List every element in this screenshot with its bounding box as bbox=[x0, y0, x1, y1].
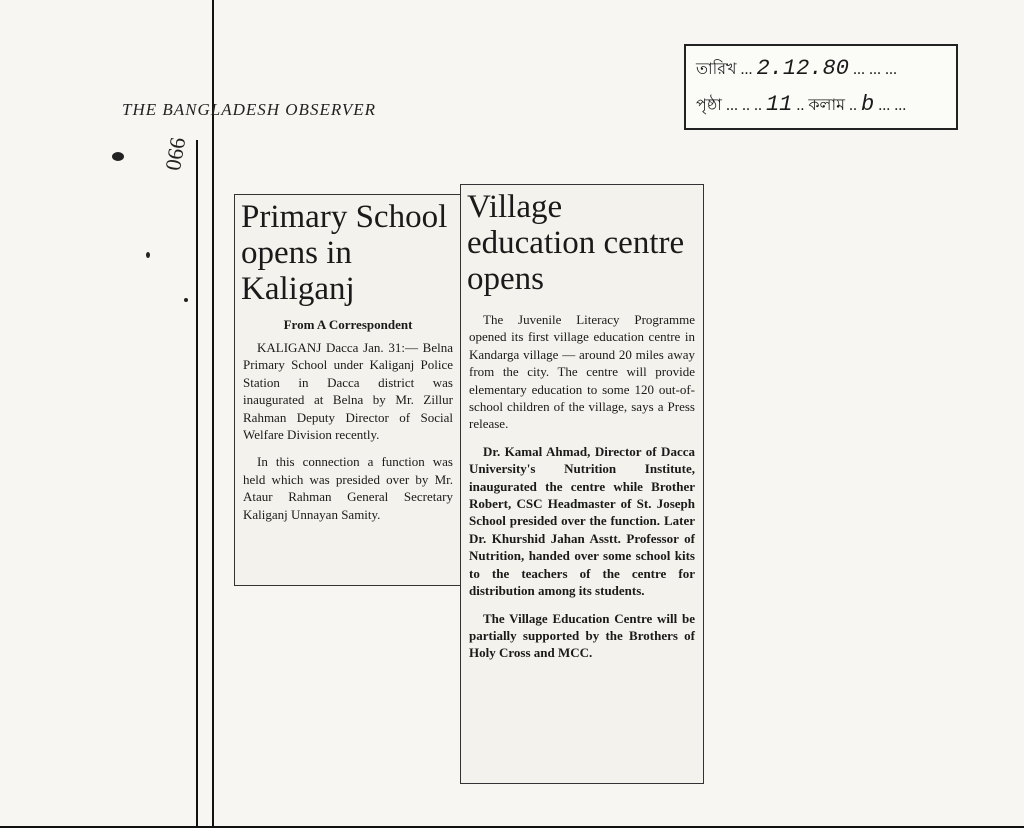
stamp-page-value: 11 bbox=[765, 92, 793, 117]
headline: Village education centre opens bbox=[467, 189, 685, 297]
paragraph: The Village Education Centre will be partially supported by the Brothers of Holy Cross and MCC. bbox=[469, 610, 695, 661]
stamp-page-label: পৃষ্ঠা bbox=[696, 97, 722, 114]
byline: From A Correspondent bbox=[283, 317, 413, 332]
stamp-date-label: তারিখ bbox=[696, 61, 737, 78]
stamp-column-label: কলাম bbox=[808, 97, 845, 114]
ink-blot bbox=[146, 252, 150, 258]
left-edge-line bbox=[196, 140, 198, 828]
paragraph: The Juvenile Literacy Programme opened its first village education centre in Kandarga village — around 20 miles away from the city. The centre will provide elementary education to some 120 out-of-school children of the village, says a Press release. bbox=[469, 312, 695, 432]
headline: Primary School opens in Kaliganj bbox=[241, 199, 448, 307]
paragraph: In this connection a function was held which was presided over by Mr. Ataur Rahman General Secretary Kaliganj Unnayan Samity. bbox=[243, 454, 453, 522]
paragraph: KALIGANJ Dacca Jan. 31:— Belna Primary School under Kaliganj Police Station in Dacca district was inaugurated at Belna by Mr. Zillur Rahman Deputy Director of Social Welfare Division recently. bbox=[243, 340, 453, 443]
ink-blot bbox=[184, 298, 188, 302]
article-body bbox=[235, 339, 461, 523]
stamp-column-value: b bbox=[860, 92, 875, 117]
ink-blot bbox=[112, 152, 124, 161]
news-clipping-primary-school bbox=[234, 194, 462, 586]
stamp-date-value: 2.12.80 bbox=[756, 56, 849, 81]
paragraph: Dr. Kamal Ahmad, Director of Dacca University's Nutrition Institute, inaugurated the centre while Brother Robert, CSC Headmaster of St. Joseph School presided over the function. Later Dr. Khurshid Jahan Asstt. Professor of Nutrition, handed over some school kits to the teachers of the centre for distribution among its students. bbox=[469, 443, 695, 599]
binding-line bbox=[212, 0, 214, 828]
stamp-page-row: পৃষ্ঠা ... .. .. 11 .. কলাম .. b ... ... bbox=[696, 92, 907, 117]
stamp-date-row: তারিখ ... 2.12.80 ... ... ... bbox=[696, 56, 897, 81]
article-body bbox=[461, 311, 703, 662]
archive-stamp bbox=[684, 44, 958, 130]
folio-number: 066 bbox=[160, 135, 191, 173]
news-clipping-village-education bbox=[460, 184, 704, 784]
newspaper-title: THE BANGLADESH OBSERVER bbox=[122, 100, 377, 119]
